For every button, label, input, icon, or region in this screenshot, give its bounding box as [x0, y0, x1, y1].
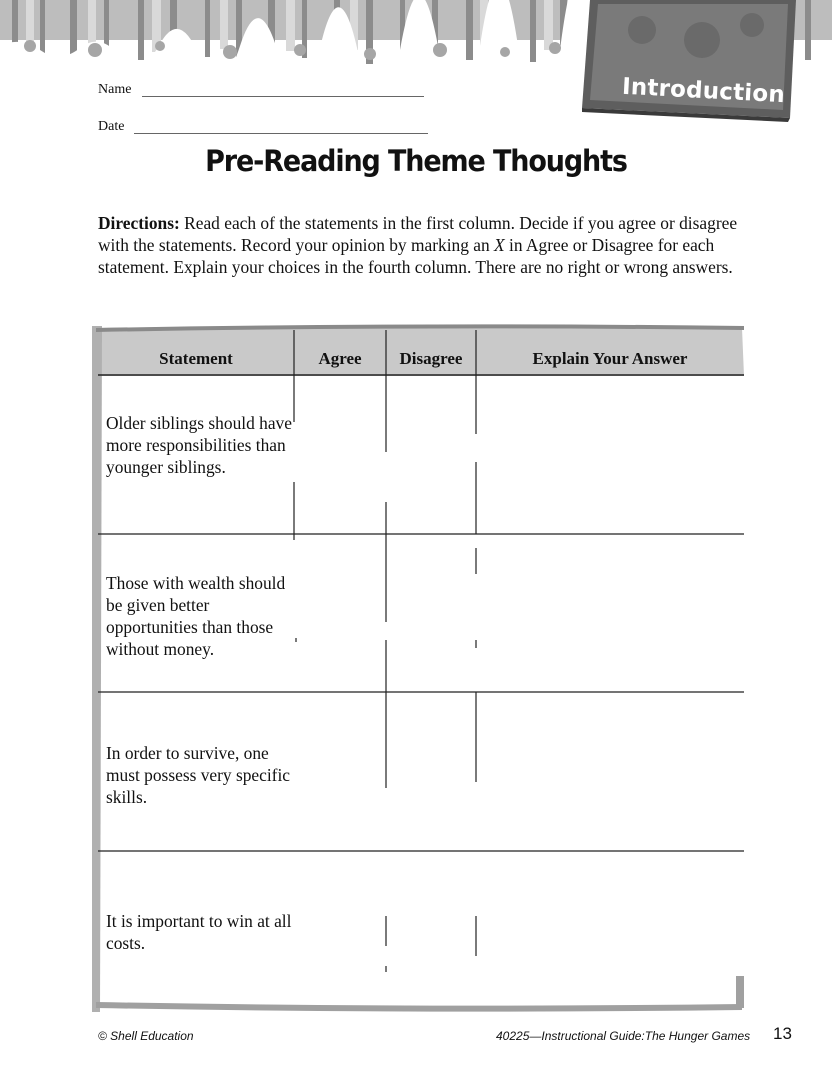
date-label: Date	[98, 119, 125, 134]
table-row-statement: In order to survive, one must possess very specific skills.	[106, 743, 291, 807]
table-row-statement: It is important to win at all costs.	[106, 911, 292, 953]
directions-text-1: Read each of the statements in the first column. Decide if you agree or disagree with the statements. Record your opinion by marking an	[98, 213, 738, 255]
column-header-agree: Agree	[318, 349, 362, 368]
table-row-statement: Older siblings should have more responsibilities than younger siblings.	[106, 413, 292, 477]
name-label: Name	[98, 82, 132, 97]
date-field	[98, 119, 124, 135]
name-field	[98, 82, 131, 98]
page-title: Pre-Reading Theme Thoughts	[205, 144, 627, 178]
date-line[interactable]	[134, 133, 428, 134]
column-header-statement: Statement	[159, 349, 233, 368]
directions-lead: Directions:	[98, 213, 180, 233]
theme-table	[90, 322, 750, 1014]
column-header-explain: Explain Your Answer	[532, 349, 688, 368]
column-header-disagree: Disagree	[399, 349, 463, 368]
directions-paragraph	[98, 212, 748, 278]
guide-reference: 40225—Instructional Guide:The Hunger Games	[496, 1029, 751, 1043]
tab-label: Introduction	[621, 73, 786, 109]
copyright-text: © Shell Education	[98, 1029, 194, 1043]
page-number: 13	[773, 1024, 792, 1043]
directions-text-2: in Agree or Disagree for each statement. Explain your choices in the fourth column. There are no right or wrong answers.	[98, 235, 733, 277]
directions-x-mark: X	[494, 235, 505, 255]
name-line[interactable]	[142, 96, 424, 97]
introduction-tab	[582, 0, 800, 122]
table-row-statement: Those with wealth should be given better opportunities than those without money.	[106, 573, 286, 659]
